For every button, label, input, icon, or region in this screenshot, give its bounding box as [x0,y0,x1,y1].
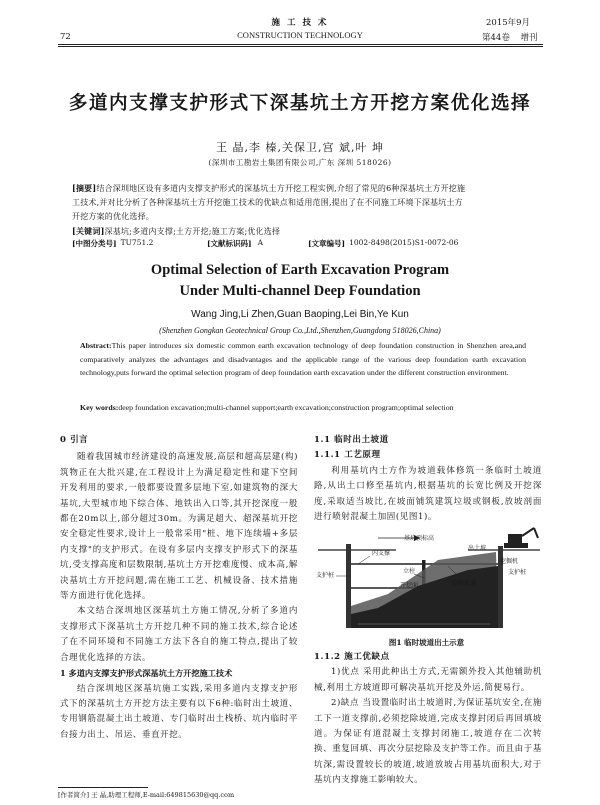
affiliation-en: (Shenzhen Gongkan Geotechnical Group Co.,Ltd.,Shenzhen,Guangdong 518026,China) [159,326,441,335]
intro-paragraph-2: 本文结合深圳地区深基坑土方施工情况,分析了多道内支撑形式下深基坑土方开挖几种不同的施工技术,综合论述了在不同环境和不同施工方法下各自的施工特点,提出了较合理优化选择的方法。 [60,606,298,663]
abstract-cn-label: [摘要] [72,183,97,193]
authors-en: Wang Jing,Li Zhen,Guan Baoping,Lei Bin,Ye Kun [191,309,409,320]
heading-intro: 0 引言 [60,435,89,445]
article-number-label: [文章编号] [308,239,346,248]
figure-label-retaining-pile-left: 支护桩 [316,572,335,579]
keywords-en-label: Key words: [80,403,119,412]
heading-1-1-1: 1.1.1 工艺原理 [314,450,381,461]
author-footnote: [作者简介] 王 晶,助理工程师,E-mail:649815630@qq.com [58,791,235,799]
issue: 增刊 [520,33,538,43]
title-en-line-2: Under Multi-channel Deep Foundation [179,283,421,299]
footnote-rule [58,787,148,788]
title-cn: 多道内支撑支护形式下深基坑土方开挖方案优化选择 [68,93,532,114]
figure-label-earth-pile: 出土坡 [468,545,487,552]
doc-code-label: [文献标识码] [207,239,252,248]
abstract-cn [72,181,530,239]
issue-date: 2015年9月 [486,18,531,28]
heading-1-1-2: 1.1.2 施工优缺点 [314,652,390,662]
journal-name-cn: 施 工 技 术 [271,18,329,28]
paragraph-1-1-1: 利用基坑内土方作为坡道载体修筑一条临时土坡道路,从出土口修至基坑内,根据基坑的长宽比例及开挖深度,采取适当坡比,在坡面铺筑建筑垃圾或钢板,放坡剖面进行喷射混凝土加固(见图1)。 [314,465,542,523]
figure-label-top-elevation: 基坑顶标高 [404,535,435,542]
clc-number: TU751.2 [120,238,154,247]
affiliation-cn: (深圳市工勘岩土集团有限公司,广东 深圳 518026) [208,158,392,167]
keywords-cn-label: [关键词] [72,226,105,236]
journal-name-en: CONSTRUCTION TECHNOLOGY [237,30,363,40]
figure-1-diagram [318,530,540,630]
article-number: 1002-8498(2015)S1-0072-06 [349,238,459,247]
title-en-line-1: Optimal Selection of Earth Excavation Program [150,262,450,278]
issue-volume [482,31,538,43]
figure-label-temp-slope: 临时坡道 [452,580,477,587]
section-1-paragraph: 结合深圳地区深基坑施工实践,采用多道内支撑支护形式下的深基坑土方开挖方法主要有以下6种:临时出土坡道、专用钢筋混凝土出土坡道、专门临时出土栈桥、坑内临时平台接力出土、吊运、垂直开挖。 [60,683,298,740]
keywords-en-text: deep foundation excavation;multi-channel support;earth excavation;construction program;optimal selection [118,403,454,412]
doc-code: A [257,238,264,247]
figure-label-retaining-pile-right: 支护桩 [508,569,527,576]
figure-label-excavation-face: 开挖面 [400,582,419,589]
figure-label-internal-support: 内支撑 [372,550,391,557]
intro-paragraph-1: 随着我国城市经济建设的高速发展,高层和超高层建(构)筑物正在大批兴建,在工程设计上为满足稳定性和建下空间开发利用的要求,一般都要设置多层地下室,如建筑物的深大基坑,大型城市地下综合体、地铁出入口等,其开挖深度一般都在20m以上,部分超过30m。为满足超大、超深基坑开挖安全稳定性要求,设计上一般常采用"桩、地下连续墙+多层内支撑"的支护形式。在设有多层内支撑支护形式下的深基坑,受支撑高度和层数限制,基坑土方开挖难度慢、成本高,解决基坑土方开挖问题,需在施工工艺、机械设备、技术措施等方面进行优化选择。 [60,452,298,602]
right-column-top [314,433,542,525]
figure-label-column: 立柱 [403,568,416,575]
disadvantage-paragraph: 2)缺点 当设置临时出土坡道时,为保证基坑安全,在施工下一道支撑前,必须挖除坡道,完成支撑封闭后再回填坡道。为保证有道混凝土支撑封闭施工,坡道存在二次转换、重复回填、再次分层挖除及支护等工作。而且由于基坑深,需设置较长的坡道,坡道放坡占用基坑面积大,对于基坑内支撑施工影响较大。 [314,698,542,786]
heading-1-1: 1.1 临时出土坡道 [314,435,389,445]
volume: 第44卷 [482,33,510,43]
authors-cn: 王 晶,李 榛,关保卫,宫 斌,叶 坤 [216,141,384,154]
abstract-en-label: Abstract: [80,341,112,350]
page-number: 72 [60,32,71,42]
abstract-cn-line-1: 结合深圳地区设有多道内支撑支护形式的深基坑土方开挖工程实例,介绍了常见的6种深基坑土方开挖施 [96,184,466,193]
abstract-en [80,339,526,380]
clc-label: [中图分类号] [72,239,117,248]
keywords-cn: 深基坑;多道内支撑;土方开挖;施工方案;优化选择 [104,227,281,236]
figure-1-caption: 图1 临时坡道出土示意 [388,638,465,647]
header-rule [58,44,543,45]
abstract-cn-line-2: 工技术,并对比分析了各种深基坑土方开挖施工技术的优缺点和适用范围,提出了在不同施工环境下深基坑土方 [72,198,463,207]
keywords-en [80,403,530,412]
abstract-cn-line-3: 开挖方案的优化选择。 [72,212,154,221]
advantage-paragraph: 1)优点 采用此种出土方式,无需额外投入其他辅助机械,利用土方坡道即可解决基坑开挖及外运,简便易行。 [314,667,542,693]
figure-label-excavator: 挖掘机 [500,558,519,565]
right-column-bottom [314,650,542,786]
left-column [60,433,298,743]
heading-section-1: 1 多道内支撑支护形式深基坑土方开挖施工技术 [60,668,233,679]
abstract-en-text: This paper introduces six domestic common earth excavation technology of deep foundation construction in Shenzhen area,and comparatively analyzes the advantages and disadvantages and the applicable range of the various deep foundation earth excavation technology,puts forward the optimal selection program of deep foundation earth excavation under the different construction environment. [80,341,526,377]
header-rule-thin [58,46,543,47]
